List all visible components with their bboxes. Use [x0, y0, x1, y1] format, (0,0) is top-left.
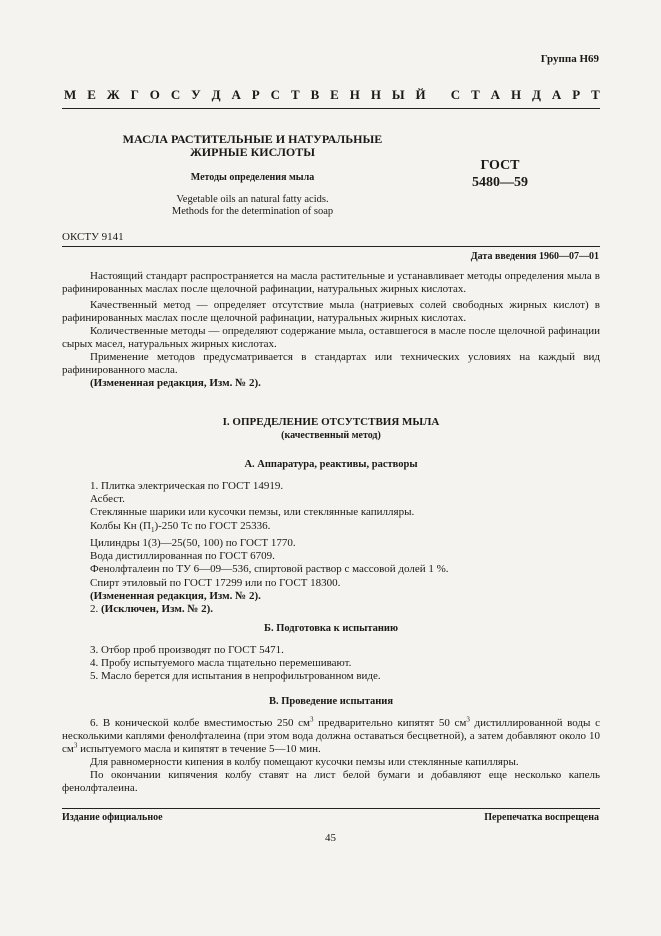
heading-letter: Н	[370, 87, 381, 102]
heading-letter: Н	[510, 87, 522, 102]
footer-rule	[62, 808, 600, 809]
okstu-code: ОКСТУ 9141	[62, 231, 124, 243]
list-item: 3. Отбор проб производят по ГОСТ 5471.	[90, 644, 284, 656]
list-item: Фенолфталеин по ТУ 6—09—536, спиртовой раствор с массовой долей 1 %.	[90, 563, 449, 576]
heading-letter: Ы	[391, 87, 405, 102]
gost-label: ГОСТ	[480, 158, 520, 173]
section-a-list	[90, 480, 600, 616]
title-line-2: ЖИРНЫЕ КИСЛОТЫ	[189, 145, 316, 159]
title-line-1: МАСЛА РАСТИТЕЛЬНЫЕ И НАТУРАЛЬНЫЕ	[122, 132, 383, 146]
heading-letter: Р	[572, 87, 581, 102]
heading-letter: Т	[290, 87, 300, 102]
intro-paragraph-1: Настоящий стандарт распространяется на масла растительные и устанавливает методы определения мыла в рафинированных маслах после щелочной рафинации, натуральных жирных кислотах.	[62, 270, 600, 295]
heading-letter: В	[310, 87, 320, 102]
intro-amendment: (Измененная редакция, Изм. № 2).	[90, 377, 261, 389]
heading-letter: Й	[415, 87, 426, 102]
heading-letter: Т	[591, 87, 600, 102]
title-block	[120, 133, 385, 218]
list-item: 4. Пробу испытуемого масла тщательно перемешивают.	[90, 657, 352, 670]
page-number: 45	[325, 832, 336, 844]
list-item: Колбы Кн $(П_1)-250$ Тс по ГОСТ 25336.	[90, 519, 271, 534]
paragraph-8: По окончании кипячения колбу ставят на лист белой бумаги и добавляют еще несколько капель фенолфталеина.	[62, 769, 600, 794]
intro-paragraph-2: Качественный метод — определяет отсутствие мыла (натриевых солей свободных жирных кислот) в рафинированных маслах после щелочной рафинации, натуральных жирных кислотах.	[62, 299, 600, 324]
intro-text	[62, 270, 600, 390]
list-item: Цилиндры 1(3)—25(50, 100) по ГОСТ 1770.	[90, 537, 296, 549]
heading-letter: С	[450, 87, 461, 102]
heading-letter: С	[170, 87, 181, 102]
heading-letter: Д	[211, 87, 221, 102]
date-rule	[62, 246, 600, 247]
list-item: 1. Плитка электрическая по ГОСТ 14919.	[90, 480, 284, 492]
intro-paragraph-4: Применение методов предусматривается в стандартах или технических условиях на каждый вид рафинированного масла.	[62, 351, 600, 376]
group-code: Группа Н69	[540, 53, 599, 65]
document-subtitle: Методы определения мыла	[190, 172, 315, 183]
heading-letter: Е	[87, 87, 96, 102]
heading-letter: Д	[532, 87, 541, 102]
section-v-text	[62, 717, 600, 795]
intro-paragraph-3: Количественные методы — определяют содержание мыла, оставшегося в масле после щелочной рафинации сырых масел, натуральных жирных кислотах.	[62, 325, 600, 350]
heading-letter: А	[551, 87, 562, 102]
section-b-list	[90, 644, 600, 684]
heading-letter: А	[490, 87, 501, 102]
list-item: Стеклянные шарики или кусочки пемзы, или стеклянные капилляры.	[90, 506, 415, 519]
gost-code: 5480—59	[472, 175, 528, 190]
list-item: Вода дистиллированная по ГОСТ 6709.	[90, 550, 275, 563]
heading-letter: А	[231, 87, 241, 102]
effective-date: Дата введения 1960—07—01	[470, 251, 599, 262]
gost-number	[455, 157, 545, 191]
reprint-prohibited-label: Перепечатка воспрещена	[484, 812, 599, 823]
list-item: 5. Масло берется для испытания в непрофильтрованном виде.	[90, 670, 381, 683]
header-rule	[62, 108, 600, 109]
heading-letter	[437, 87, 440, 103]
english-title-line-1: Vegetable oils an natural fatty acids.	[176, 194, 329, 205]
interstate-standard-heading	[64, 87, 600, 103]
list-item: Спирт этиловый по ГОСТ 17299 или по ГОСТ 18300.	[90, 576, 341, 589]
section-1-subtitle: (качественный метод)	[281, 430, 381, 441]
section-a-amendment: (Измененная редакция, Изм. № 2).	[90, 589, 261, 602]
heading-letter: Н	[349, 87, 360, 102]
list-item: Асбест.	[90, 493, 125, 506]
section-1-title: I. ОПРЕДЕЛЕНИЕ ОТСУТСТВИЯ МЫЛА	[222, 416, 440, 428]
heading-letter: О	[149, 87, 160, 102]
heading-letter: Г	[130, 87, 139, 102]
section-b-title: Б. Подготовка к испытанию	[264, 623, 398, 634]
heading-letter: Ж	[106, 87, 120, 102]
paragraph-6: 6. В конической колбе вместимостью 250 $см^3$ предварительно кипятят 50 $см^3$ дистиллированной воды с несколькими каплями фенолфталеина (при этом вода должна оставаться бесцветной), а затем добавляют около 10 $см^3$ испытуемого масла и кипятят в течение 5—10 мин.	[62, 715, 600, 755]
official-edition-label: Издание официальное	[62, 812, 163, 823]
section-a-title: А. Аппаратура, реактивы, растворы	[244, 459, 418, 470]
paragraph-7: Для равномерности кипения в колбу помещают кусочки пемзы или стеклянные капилляры.	[90, 756, 519, 768]
heading-letter: Т	[471, 87, 480, 102]
list-item: 2. (Исключен, Изм. № 2).	[90, 603, 214, 616]
english-title-line-2: Methods for the determination of soap	[171, 206, 334, 217]
heading-letter: М	[64, 87, 77, 102]
section-v-title: В. Проведение испытания	[268, 696, 394, 707]
heading-letter: Е	[330, 87, 339, 102]
heading-letter: С	[270, 87, 281, 102]
heading-letter: У	[191, 87, 201, 102]
heading-letter: Р	[251, 87, 260, 102]
